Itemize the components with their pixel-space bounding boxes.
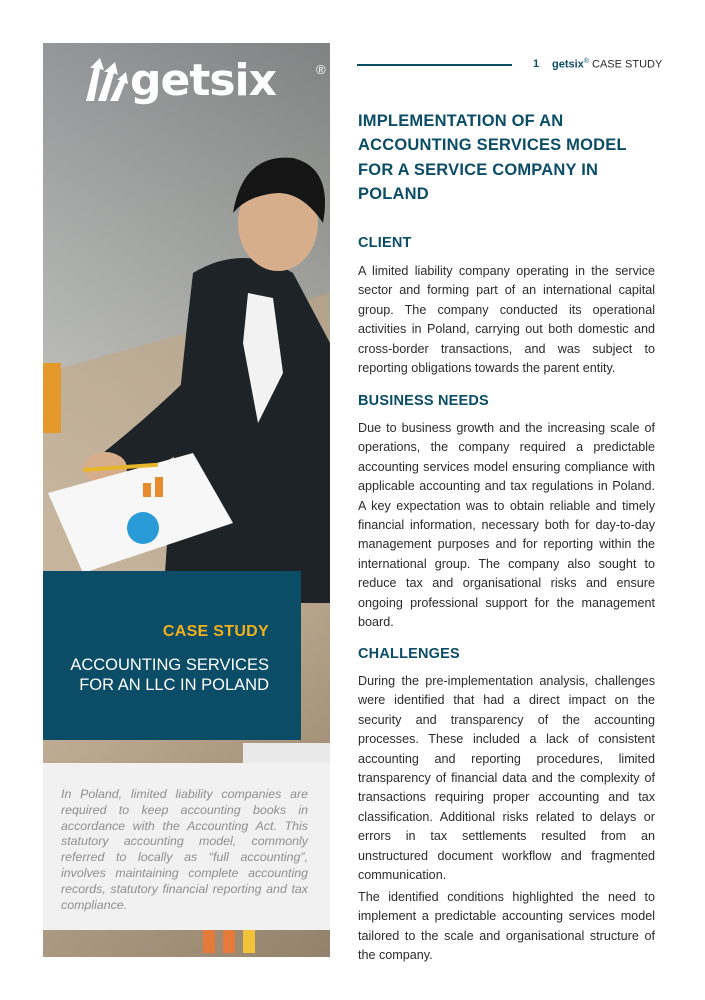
header-label: CASE STUDY [592, 58, 663, 71]
business-needs-body: Due to business growth and the increasing scale of operations, the company required a predictable accounting services model ensuring compliance with applicable accounting and tax regulations in Poland. A key expectation was to obtain reliable and timely financial information, necessary both for day-to-day management purposes and for reporting within the international group. The company also sought to reduce tax and organisational risks and ensure ongoing professional support for the management board. [358, 421, 655, 630]
header-brand [552, 58, 662, 71]
client-heading: CLIENT [358, 235, 412, 251]
case-study-title-line-1: ACCOUNTING SERVICES [70, 656, 269, 674]
logo-registered-mark: ® [316, 62, 326, 77]
client-body: A limited liability company operating in the service sector and forming part of an international capital group. The company conducted its operational activities in Poland, carrying out both domestic and cross-border transactions, and was subject to reporting obligations towards the parent entity. [358, 264, 655, 376]
intro-box [43, 763, 330, 930]
intro-text: In Poland, limited liability companies are required to keep accounting books in accordance with the Accounting Act. This statutory accounting model, commonly referred to locally as “full accounting”, involves maintaining complete accounting records, statutory financial reporting and tax compliance. [61, 787, 308, 912]
page-title: IMPLEMENTATION OF AN ACCOUNTING SERVICES MODEL FOR A SERVICE COMPANY IN POLAND [358, 112, 627, 203]
challenges-body-2: The identified conditions highlighted the need to implement a predictable accounting services model tailored to the scale and organisational structure of the company. [358, 890, 655, 963]
logo-arrows-icon [80, 56, 130, 106]
challenges-heading: CHALLENGES [358, 646, 460, 662]
case-study-box [43, 571, 301, 740]
header-brand-name: getsix [552, 58, 584, 71]
challenges-body-1: During the pre-implementation analysis, challenges were identified that had a direct impact on the security and transparency of the accounting processes. These included a lack of consistent accounting and reporting procedures, limited transparency of financial data and the complexity of transactions requiring proper accounting and tax classification. Additional risks related to delays or errors in tax settlements resulted from an unstructured document workflow and fragmented communication. [358, 674, 655, 883]
case-study-label: CASE STUDY [162, 623, 269, 640]
logo-text: getsix [130, 55, 277, 106]
header-divider [357, 64, 512, 66]
getsix-logo [80, 55, 276, 106]
case-study-title [70, 655, 269, 695]
business-needs-heading: BUSINESS NEEDS [358, 393, 489, 409]
case-study-title-line-2: FOR AN LLC IN POLAND [79, 676, 269, 694]
page-number: 1 [533, 58, 540, 70]
header-brand-reg: ® [583, 58, 589, 65]
